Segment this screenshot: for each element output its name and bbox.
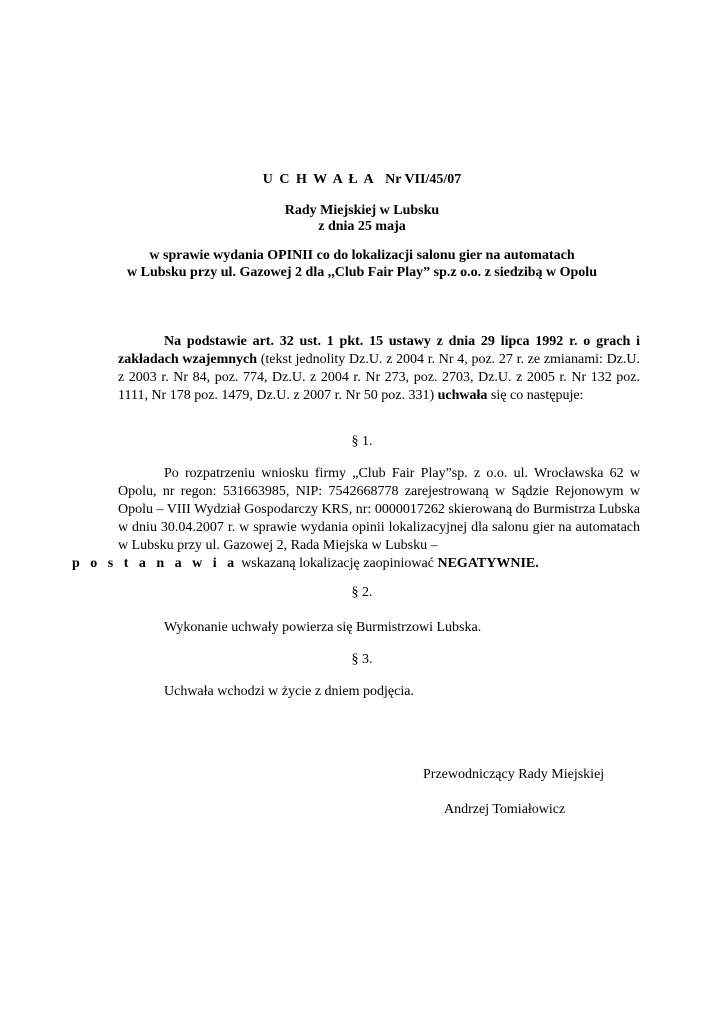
decides-keyword: p o s t a n a w i a — [72, 556, 238, 571]
preamble-end: się co następuje: — [487, 388, 584, 403]
signature-name: Andrzej Tomiałowicz — [444, 802, 566, 817]
signature-role: Przewodniczący Rady Miejskiej — [423, 767, 605, 782]
council-name: Rady Miejskiej w Lubsku — [284, 203, 440, 218]
section-2-text: Wykonanie uchwały powierza się Burmistrzowi Lubska. — [164, 620, 482, 635]
section-1-label: § 1. — [351, 434, 373, 449]
resolution-date: z dnia 25 maja — [318, 219, 406, 234]
decision-text: wskazaną lokalizację zaopiniować — [237, 556, 438, 571]
legal-basis-details: (tekst jednolity Dz.U. z 2004 r. Nr 4, poz. 27 r. ze zmianami: Dz.U. z 2003 r. Nr 84, poz. 774, Dz.U. z 2004 r. Nr 273, poz. 2703, Dz.U. z 2005 r. Nr 132 poz. 1111, Nr 178 poz. 1479, Dz.U. z 2007 r. Nr 50 poz. 331) — [118, 352, 641, 403]
section-1-text: Po rozpatrzeniu wniosku firmy „Club Fair Play”sp. z o.o. ul. Wrocławska 62 w Opolu, nr regon: 531663985, NIP: 7542668778 zarejestrowaną w Sądzie Rejonowym w Opolu – VIII Wydział Gospodarczy KRS, nr: 0000017262 skierowaną do Burmistrza Lubska w dniu 30.04.2007 r. w sprawie wydania opinii lokalizacyjnej dla salonu gier na automatach w Lubsku przy ul. Gazowej 2, Rada Miejska w Lubsku – — [118, 466, 640, 553]
section-1-paragraph — [72, 465, 640, 573]
verdict: NEGATYWNIE. — [437, 556, 539, 571]
resolution-title-word: U C H W A Ł A — [262, 172, 376, 187]
preamble-paragraph — [118, 333, 640, 405]
subject-line-2: w Lubsku przy ul. Gazowej 2 dla ,,Club Fair Play” sp.z o.o. z siedzibą w Opolu — [127, 265, 597, 280]
subject-line-1: w sprawie wydania OPINII co do lokalizacji salonu gier na automatach — [149, 248, 575, 263]
resolution-title — [0, 172, 724, 188]
resolution-keyword: uchwała — [437, 388, 488, 403]
section-3-label: § 3. — [351, 652, 373, 667]
resolution-number: Nr VII/45/07 — [385, 172, 462, 187]
section-3-text: Uchwała wchodzi w życie z dniem podjęcia. — [164, 684, 414, 699]
legal-basis: Na podstawie art. 32 ust. 1 pkt. 15 ustawy z dnia 29 lipca 1992 r. o grach i zakładach wzajemnych — [118, 334, 640, 367]
section-2-label: § 2. — [351, 585, 373, 600]
